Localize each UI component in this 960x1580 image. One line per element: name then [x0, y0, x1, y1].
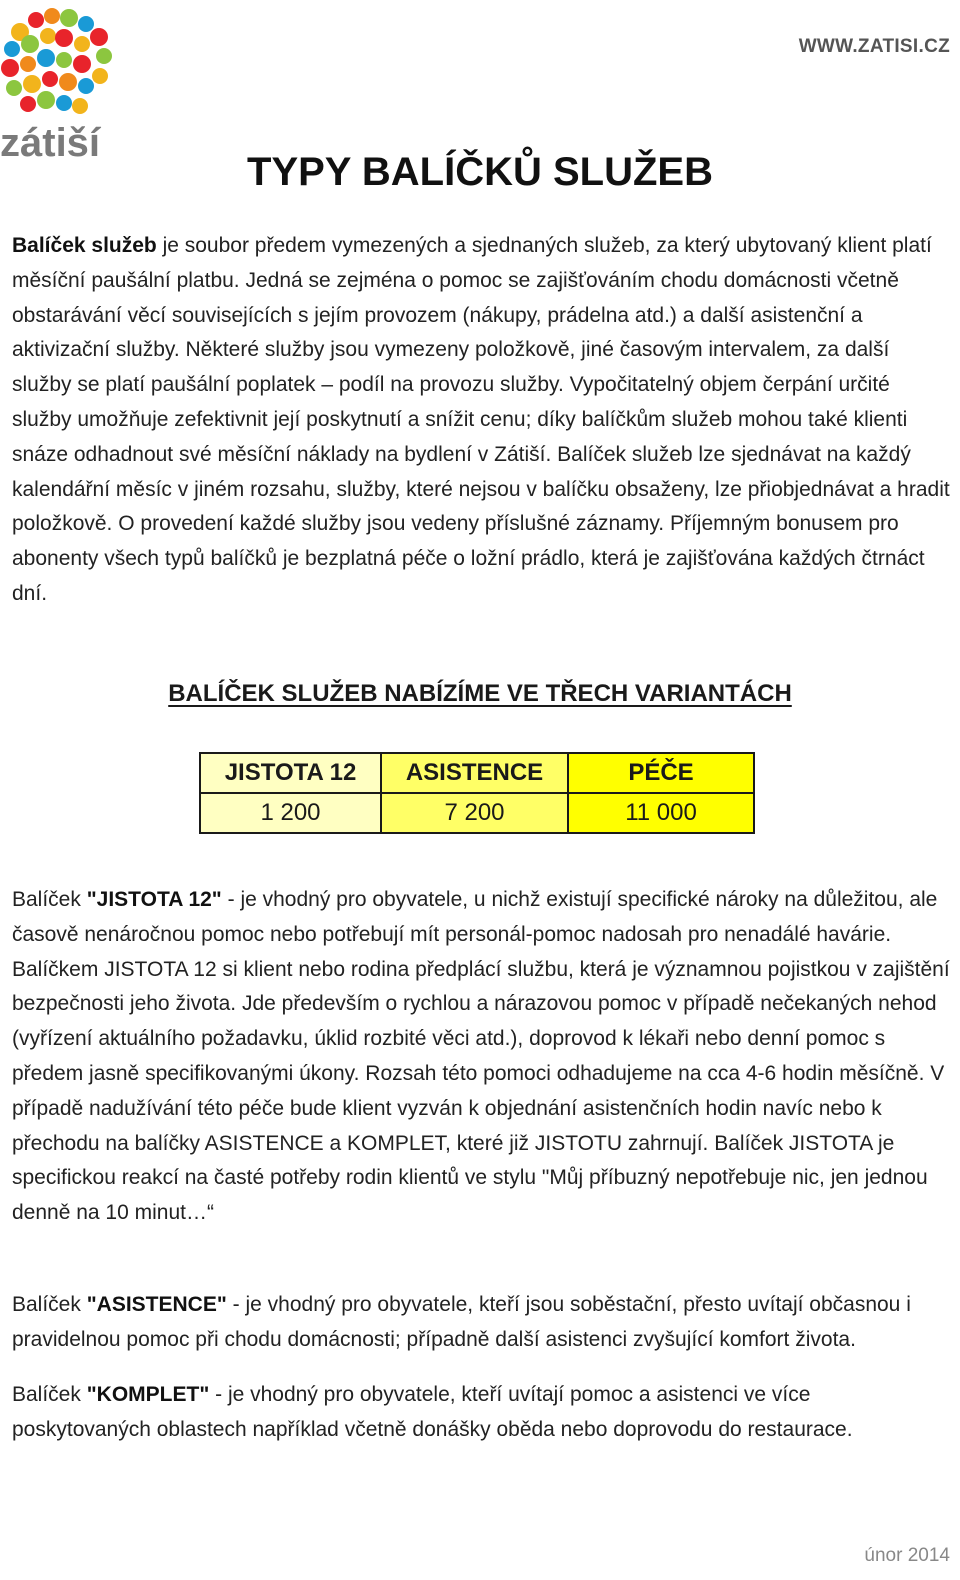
- price-cell: 7 200: [381, 793, 568, 833]
- komplet-paragraph: [12, 1378, 952, 1448]
- intro-paragraph: [12, 229, 952, 612]
- table-header-row: [200, 753, 754, 793]
- footer-date: únor 2014: [864, 1545, 950, 1566]
- komplet-text: - je vhodný pro obyvatele, kteří uvítají pomoc a asistenci ve více poskytovaných oblastech například včetně donášky oběda nebo doprovodu do restaurace.: [12, 1383, 853, 1441]
- section-title-text: BALÍČEK SLUŽEB NABÍZÍME VE TŘECH VARIANTÁCH: [168, 680, 792, 707]
- packages-table: [199, 752, 755, 834]
- komplet-prefix: Balíček: [12, 1383, 87, 1406]
- price-cell: 11 000: [568, 793, 754, 833]
- zatisi-logo: [0, 4, 125, 162]
- logo-wordmark: zátiší: [0, 121, 101, 162]
- asistence-paragraph: [12, 1288, 952, 1358]
- intro-lead: Balíček služeb: [12, 234, 157, 257]
- asistence-name: "ASISTENCE": [86, 1293, 227, 1316]
- website-url[interactable]: WWW.ZATISI.CZ: [798, 36, 950, 57]
- page-title: TYPY BALÍČKŮ SLUŽEB: [247, 150, 713, 194]
- table-row: [200, 793, 754, 833]
- asistence-prefix: Balíček: [12, 1293, 87, 1316]
- section-title: [0, 680, 960, 708]
- komplet-name: "KOMPLET": [86, 1383, 210, 1406]
- table-header-cell: JISTOTA 12: [200, 753, 381, 793]
- jistota-text: - je vhodný pro obyvatele, u nichž existují specifické nároky na důležitou, ale časově nenáročnou pomoc nebo potřebují mít personál-pomoc nadosah pro nenadálé havárie. Balíčkem JISTOTA 12 si klient nebo rodina předplácí službu, která je významnou pojistkou v zajištění bezpečnosti jeho života. Jde především o rychlou a nárazovou pomoc v případě nečekaných nehod (vyřízení aktuálního požadavku, úklid rozbité věci atd.), doprovod k lékaři nebo denní pomoc s předem jasně specifikovanými úkony. Rozsah této pomoci odhadujeme na cca 4-6 hodin měsíčně. V případě nadužívání této péče bude klient vyzván k objednání asistenčních hodin navíc nebo k přechodu na balíčky ASISTENCE a KOMPLET, které již JISTOTU zahrnují. Balíček JISTOTA je specifickou reakcí na časté potřeby rodin klientů ve stylu "Můj příbuzný nepotřebuje nic, jen jednou denně na 10 minut…“: [12, 888, 950, 1225]
- logo-dots: [1, 8, 112, 114]
- table-header-cell: PÉČE: [568, 753, 754, 793]
- jistota-name: "JISTOTA 12": [86, 888, 222, 911]
- table-header-cell: ASISTENCE: [381, 753, 568, 793]
- price-cell: 1 200: [200, 793, 381, 833]
- asistence-text: - je vhodný pro obyvatele, kteří jsou soběstační, přesto uvítají občasnou i pravidelnou pomoc při chodu domácnosti; případně další asistenci zvyšující komfort života.: [12, 1293, 911, 1351]
- intro-text: je soubor předem vymezených a sjednaných služeb, za který ubytovaný klient platí měsíční paušální platbu. Jedná se zejména o pomoc se zajišťováním chodu domácnosti včetně obstarávání věcí souvisejících s jejím provozem (nákupy, prádelna atd.) a další asistenční a aktivizační služby. Některé služby jsou vymezeny položkově, jiné časovým intervalem, za další služby se platí paušální poplatek – podíl na provozu služby. Vypočitatelný objem čerpání určité služby umožňuje zefektivnit její poskytnutí a snížit cenu; díky balíčkům služeb mohou také klienti snáze odhadnout své měsíční náklady na bydlení v Zátiší. Balíček služeb lze sjednávat na každý kalendářní měsíc v jiném rozsahu, služby, které nejsou v balíčku obsaženy, lze přiobjednávat a hradit položkově. O provedení každé služby jsou vedeny příslušné záznamy. Příjemným bonusem pro abonenty všech typů balíčků je bezplatná péče o ložní prádlo, která je zajišťována každých čtrnáct dní.: [12, 234, 950, 605]
- jistota-paragraph: [12, 883, 952, 1231]
- jistota-prefix: Balíček: [12, 888, 87, 911]
- logo-graphic: [0, 4, 125, 162]
